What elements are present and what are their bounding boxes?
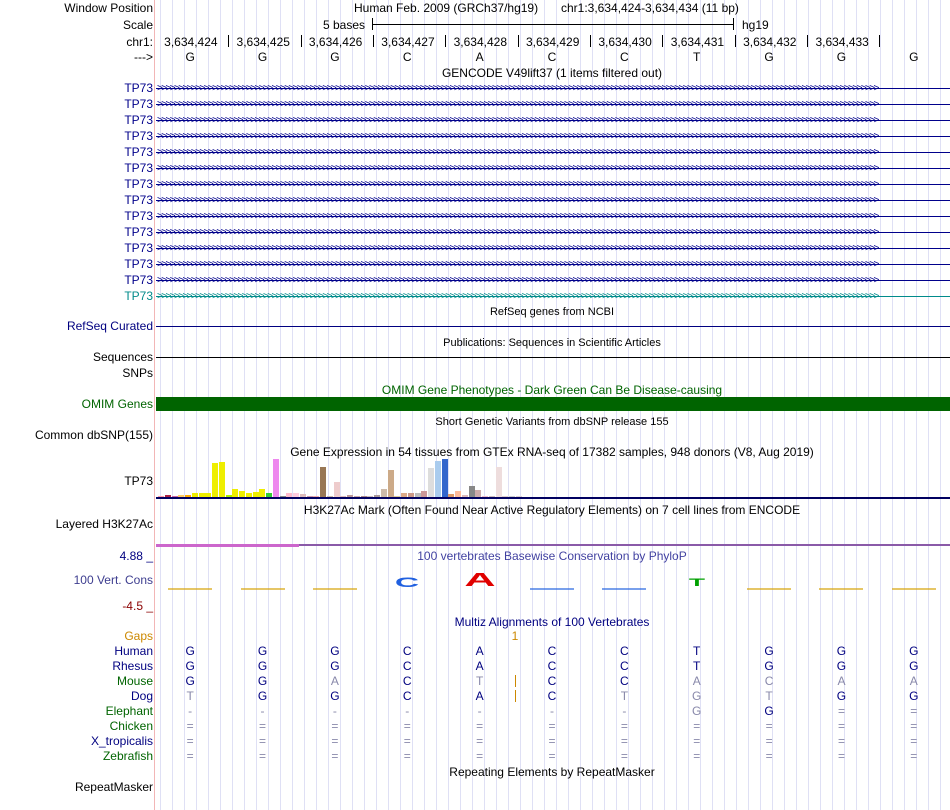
publications-line[interactable] [156, 357, 950, 358]
phylop-logo-mark [241, 588, 285, 590]
gencode-strand-arrows: >>>>>>>>>>>>>>>>>>>>>>>>>>>>>>>>>>>>>>>>>>>>>>>>>>>>>>>>>>>>>>>>>>>>>>>>>>>>>>>>>>>>>>>>>>>>>>>>>>>>>>>>>>>>>>>>>>>>>>>>>>>>>>>>>>>>>>>>>>>>>>>>>>>>>>>>>>>>>>>>>>>>>>>>>> [157, 147, 878, 158]
omim-gene-bar[interactable] [156, 397, 950, 411]
aligned-base: = [259, 719, 267, 733]
gencode-transcript-label[interactable]: TP73 [124, 161, 153, 175]
phylop-logo-mark [530, 588, 574, 590]
gtex-tissue-bar[interactable] [259, 489, 265, 497]
phylop-logo-mark [747, 588, 791, 590]
aligned-base: C [402, 644, 412, 658]
gtex-label[interactable]: TP73 [124, 474, 153, 488]
gtex-tissue-bar[interactable] [388, 470, 394, 497]
aligned-base: G [185, 659, 195, 673]
coordinate-label: 3,634,429 [526, 35, 580, 49]
base-letter: G [836, 50, 847, 64]
gencode-transcript-label[interactable]: TP73 [124, 177, 153, 191]
aligned-base: = [476, 734, 484, 748]
species-label[interactable]: Dog [130, 689, 153, 703]
gtex-tissue-bar[interactable] [469, 486, 475, 497]
aligned-base: = [837, 749, 845, 763]
coordinate-label: 3,634,433 [815, 35, 869, 49]
phylop-label[interactable]: 100 Vert. Cons [73, 573, 153, 587]
aligned-base: - [188, 704, 193, 718]
gencode-strand-arrows: >>>>>>>>>>>>>>>>>>>>>>>>>>>>>>>>>>>>>>>>>>>>>>>>>>>>>>>>>>>>>>>>>>>>>>>>>>>>>>>>>>>>>>>>>>>>>>>>>>>>>>>>>>>>>>>>>>>>>>>>>>>>>>>>>>>>>>>>>>>>>>>>>>>>>>>>>>>>>>>>>>>>>>>>>> [157, 115, 878, 126]
aligned-base: G [692, 689, 702, 703]
aligned-base: G [330, 689, 340, 703]
gtex-tissue-bar[interactable] [212, 463, 218, 497]
gencode-strand-arrows: >>>>>>>>>>>>>>>>>>>>>>>>>>>>>>>>>>>>>>>>>>>>>>>>>>>>>>>>>>>>>>>>>>>>>>>>>>>>>>>>>>>>>>>>>>>>>>>>>>>>>>>>>>>>>>>>>>>>>>>>>>>>>>>>>>>>>>>>>>>>>>>>>>>>>>>>>>>>>>>>>>>>>>>>>> [157, 259, 878, 270]
gencode-transcript-label[interactable]: TP73 [124, 209, 153, 223]
window-position-label: Window Position [64, 1, 153, 15]
aligned-base: = [837, 704, 845, 718]
aligned-base: = [548, 734, 556, 748]
gtex-tissue-bar[interactable] [442, 459, 448, 497]
h3k27ac-signal-peak [156, 544, 299, 547]
dbsnp-label[interactable]: Common dbSNP(155) [34, 428, 153, 442]
gencode-transcript-label[interactable]: TP73 [124, 225, 153, 239]
publications-title: Publications: Sequences in Scientific Articles [443, 337, 661, 349]
aligned-base: = [910, 719, 918, 733]
scale-bar [372, 24, 733, 25]
species-label[interactable]: Rhesus [112, 659, 153, 673]
aligned-base: T [765, 689, 773, 703]
aligned-base: = [186, 749, 194, 763]
coordinate-tick [662, 35, 663, 47]
gtex-tissue-bar[interactable] [428, 468, 434, 497]
gencode-strand-arrows: >>>>>>>>>>>>>>>>>>>>>>>>>>>>>>>>>>>>>>>>>>>>>>>>>>>>>>>>>>>>>>>>>>>>>>>>>>>>>>>>>>>>>>>>>>>>>>>>>>>>>>>>>>>>>>>>>>>>>>>>>>>>>>>>>>>>>>>>>>>>>>>>>>>>>>>>>>>>>>>>>>>>>>>>>> [157, 131, 878, 142]
scale-bar-left-tick [372, 18, 373, 30]
aligned-base: G [330, 644, 340, 658]
omim-label[interactable]: OMIM Genes [81, 397, 153, 411]
phylop-logo-letter: T [688, 577, 705, 589]
gtex-tissue-bar[interactable] [381, 489, 387, 497]
aligned-base: A [909, 674, 918, 688]
gencode-strand-arrows: >>>>>>>>>>>>>>>>>>>>>>>>>>>>>>>>>>>>>>>>>>>>>>>>>>>>>>>>>>>>>>>>>>>>>>>>>>>>>>>>>>>>>>>>>>>>>>>>>>>>>>>>>>>>>>>>>>>>>>>>>>>>>>>>>>>>>>>>>>>>>>>>>>>>>>>>>>>>>>>>>>>>>>>>>> [157, 179, 878, 190]
scale-bar-right-tick [733, 18, 734, 30]
base-letter: A [475, 50, 484, 64]
aligned-base: T [186, 689, 194, 703]
species-label[interactable]: Elephant [105, 704, 153, 718]
coordinate-tick [518, 35, 519, 47]
aligned-base: G [836, 689, 847, 703]
aligned-base: G [257, 674, 268, 688]
aligned-base: A [475, 659, 484, 673]
phylop-logo-mark [602, 588, 646, 590]
aligned-base: = [548, 719, 556, 733]
aligned-base: - [405, 704, 410, 718]
aligned-base: A [692, 674, 701, 688]
aligned-base: G [185, 644, 195, 658]
aligned-base: - [260, 704, 265, 718]
gap-count: 1 [511, 629, 519, 643]
coordinate-label: 3,634,431 [670, 35, 725, 49]
aligned-base: C [764, 674, 774, 688]
gtex-tissue-bar[interactable] [435, 461, 441, 497]
aligned-base: T [620, 689, 629, 703]
aligned-base: = [620, 749, 628, 763]
coordinate-label: 3,634,425 [236, 35, 290, 49]
gap-marker [515, 690, 516, 702]
aligned-base: = [620, 734, 628, 748]
aligned-base: = [331, 734, 339, 748]
scale-label: Scale [122, 18, 153, 32]
gtex-tissue-bar[interactable] [232, 489, 238, 497]
gencode-strand-arrows: >>>>>>>>>>>>>>>>>>>>>>>>>>>>>>>>>>>>>>>>>>>>>>>>>>>>>>>>>>>>>>>>>>>>>>>>>>>>>>>>>>>>>>>>>>>>>>>>>>>>>>>>>>>>>>>>>>>>>>>>>>>>>>>>>>>>>>>>>>>>>>>>>>>>>>>>>>>>>>>>>>>>>>>>>> [157, 291, 878, 302]
species-label[interactable]: Mouse [116, 674, 153, 688]
coordinate-label: 3,634,430 [598, 35, 652, 49]
aligned-base: = [548, 749, 556, 763]
publications-label[interactable]: Sequences [92, 350, 153, 364]
aligned-base: = [837, 734, 845, 748]
phylop-title: 100 vertebrates Basewise Conservation by PhyloP [417, 549, 687, 563]
aligned-base: = [693, 719, 701, 733]
aligned-base: = [765, 749, 773, 763]
base-letter: C [402, 50, 412, 64]
gencode-transcript-label[interactable]: TP73 [124, 129, 153, 143]
gencode-transcript-label[interactable]: TP73 [124, 97, 153, 111]
coordinate-tick [301, 35, 302, 47]
gencode-transcript-label[interactable]: TP73 [124, 81, 153, 95]
phylop-logo-mark [892, 588, 936, 590]
aligned-base: G [836, 659, 847, 673]
aligned-base: = [331, 719, 339, 733]
aligned-base: = [186, 719, 194, 733]
aligned-base: = [259, 749, 267, 763]
gtex-tissue-bar[interactable] [496, 467, 502, 497]
gtex-tissue-bar[interactable] [219, 462, 225, 497]
snps-label[interactable]: SNPs [122, 366, 153, 380]
aligned-base: G [764, 644, 774, 658]
strand-label: ---> [134, 50, 153, 64]
chrom-label: chr1: [126, 35, 153, 49]
aligned-base: G [257, 689, 268, 703]
omim-title: OMIM Gene Phenotypes - Dark Green Can Be Disease-causing [381, 383, 723, 397]
aligned-base: = [476, 749, 484, 763]
refseq-title: RefSeq genes from NCBI [489, 306, 615, 318]
gencode-strand-arrows: >>>>>>>>>>>>>>>>>>>>>>>>>>>>>>>>>>>>>>>>>>>>>>>>>>>>>>>>>>>>>>>>>>>>>>>>>>>>>>>>>>>>>>>>>>>>>>>>>>>>>>>>>>>>>>>>>>>>>>>>>>>>>>>>>>>>>>>>>>>>>>>>>>>>>>>>>>>>>>>>>>>>>>>>>> [157, 275, 878, 286]
gencode-strand-arrows: >>>>>>>>>>>>>>>>>>>>>>>>>>>>>>>>>>>>>>>>>>>>>>>>>>>>>>>>>>>>>>>>>>>>>>>>>>>>>>>>>>>>>>>>>>>>>>>>>>>>>>>>>>>>>>>>>>>>>>>>>>>>>>>>>>>>>>>>>>>>>>>>>>>>>>>>>>>>>>>>>>>>>>>>>> [157, 227, 878, 238]
phylop-max-label: 4.88 _ [119, 549, 153, 563]
aligned-base: = [331, 749, 339, 763]
scale-text: 5 bases [323, 18, 366, 32]
aligned-base: - [477, 704, 482, 718]
aligned-base: = [403, 719, 411, 733]
base-letter: G [909, 50, 919, 64]
aligned-base: = [910, 704, 918, 718]
aligned-base: = [620, 719, 628, 733]
h3k27ac-title: H3K27Ac Mark (Often Found Near Active Regulatory Elements) on 7 cell lines from ENCODE [303, 503, 801, 517]
aligned-base: G [257, 659, 268, 673]
coordinate-label: 3,634,424 [164, 35, 218, 49]
gtex-bar-chart[interactable] [156, 460, 950, 500]
coordinate-tick [590, 35, 591, 47]
coordinate-tick [228, 35, 229, 47]
coordinate-tick [445, 35, 446, 47]
aligned-base: = [403, 734, 411, 748]
species-label[interactable]: Human [114, 644, 153, 658]
species-label[interactable]: Zebrafish [102, 749, 153, 763]
coordinate-label: 3,634,432 [743, 35, 797, 49]
coordinate-tick [373, 35, 374, 47]
dbsnp-title: Short Genetic Variants from dbSNP release 155 [435, 416, 669, 428]
gtex-baseline [156, 497, 950, 499]
gencode-transcript-label[interactable]: TP73 [124, 241, 153, 255]
aligned-base: G [836, 644, 847, 658]
aligned-base: = [765, 734, 773, 748]
aligned-base: G [764, 659, 774, 673]
gtex-tissue-bar[interactable] [475, 490, 481, 497]
aligned-base: C [547, 674, 557, 688]
coordinate-label: 3,634,426 [308, 35, 363, 49]
aligned-base: = [403, 749, 411, 763]
species-label[interactable]: X_tropicalis [90, 734, 153, 748]
gaps-label[interactable]: Gaps [124, 629, 153, 643]
assembly-title: Human Feb. 2009 (GRCh37/hg19) [354, 1, 539, 15]
gtex-tissue-bar[interactable] [273, 459, 279, 497]
refseq-label[interactable]: RefSeq Curated [66, 319, 153, 333]
aligned-base: = [693, 749, 701, 763]
base-letter: G [330, 50, 340, 64]
gtex-tissue-bar[interactable] [334, 482, 340, 497]
aligned-base: C [620, 644, 629, 658]
aligned-base: C [547, 659, 557, 673]
aligned-base: G [692, 704, 702, 718]
aligned-base: - [332, 704, 337, 718]
species-label[interactable]: Chicken [109, 719, 153, 733]
base-letter: C [620, 50, 629, 64]
coordinate-tick [735, 35, 736, 47]
aligned-base: C [402, 674, 412, 688]
gencode-strand-arrows: >>>>>>>>>>>>>>>>>>>>>>>>>>>>>>>>>>>>>>>>>>>>>>>>>>>>>>>>>>>>>>>>>>>>>>>>>>>>>>>>>>>>>>>>>>>>>>>>>>>>>>>>>>>>>>>>>>>>>>>>>>>>>>>>>>>>>>>>>>>>>>>>>>>>>>>>>>>>>>>>>>>>>>>>>> [157, 99, 878, 110]
gencode-strand-arrows: >>>>>>>>>>>>>>>>>>>>>>>>>>>>>>>>>>>>>>>>>>>>>>>>>>>>>>>>>>>>>>>>>>>>>>>>>>>>>>>>>>>>>>>>>>>>>>>>>>>>>>>>>>>>>>>>>>>>>>>>>>>>>>>>>>>>>>>>>>>>>>>>>>>>>>>>>>>>>>>>>>>>>>>>>> [157, 211, 878, 222]
label-separator [154, 0, 155, 810]
position-text: chr1:3,634,424-3,634,434 (11 bp) [561, 1, 739, 15]
aligned-base: - [550, 704, 554, 718]
gencode-strand-arrows: >>>>>>>>>>>>>>>>>>>>>>>>>>>>>>>>>>>>>>>>>>>>>>>>>>>>>>>>>>>>>>>>>>>>>>>>>>>>>>>>>>>>>>>>>>>>>>>>>>>>>>>>>>>>>>>>>>>>>>>>>>>>>>>>>>>>>>>>>>>>>>>>>>>>>>>>>>>>>>>>>>>>>>>>>> [157, 243, 878, 254]
gap-marker [515, 675, 516, 687]
aligned-base: = [186, 734, 194, 748]
gtex-tissue-bar[interactable] [320, 467, 326, 497]
aligned-base: A [330, 674, 339, 688]
aligned-base: C [547, 644, 557, 658]
repeatmasker-title: Repeating Elements by RepeatMasker [449, 765, 655, 779]
db-label: hg19 [742, 18, 769, 32]
h3k27ac-label[interactable]: Layered H3K27Ac [55, 517, 153, 531]
aligned-base: T [693, 659, 701, 673]
gencode-strand-arrows: >>>>>>>>>>>>>>>>>>>>>>>>>>>>>>>>>>>>>>>>>>>>>>>>>>>>>>>>>>>>>>>>>>>>>>>>>>>>>>>>>>>>>>>>>>>>>>>>>>>>>>>>>>>>>>>>>>>>>>>>>>>>>>>>>>>>>>>>>>>>>>>>>>>>>>>>>>>>>>>>>>>>>>>>>> [157, 163, 878, 174]
aligned-base: T [475, 674, 484, 688]
aligned-base: G [257, 644, 268, 658]
gencode-transcript-label[interactable]: TP73 [124, 289, 153, 303]
aligned-base: C [547, 689, 557, 703]
gencode-transcript-label[interactable]: TP73 [124, 113, 153, 127]
gencode-transcript-label[interactable]: TP73 [124, 257, 153, 271]
base-letter: C [547, 50, 557, 64]
phylop-logo-letter: A [464, 570, 496, 590]
aligned-base: A [837, 674, 846, 688]
aligned-base: - [622, 704, 627, 718]
gencode-transcript-label[interactable]: TP73 [124, 145, 153, 159]
aligned-base: C [402, 689, 412, 703]
aligned-base: A [475, 689, 484, 703]
aligned-base: G [909, 659, 919, 673]
phylop-logo-letter: C [395, 574, 420, 590]
phylop-logo-mark [168, 588, 212, 590]
phylop-logo-mark [819, 588, 863, 590]
gencode-strand-arrows: >>>>>>>>>>>>>>>>>>>>>>>>>>>>>>>>>>>>>>>>>>>>>>>>>>>>>>>>>>>>>>>>>>>>>>>>>>>>>>>>>>>>>>>>>>>>>>>>>>>>>>>>>>>>>>>>>>>>>>>>>>>>>>>>>>>>>>>>>>>>>>>>>>>>>>>>>>>>>>>>>>>>>>>>>> [157, 83, 878, 94]
base-letter: G [764, 50, 774, 64]
aligned-base: = [910, 749, 918, 763]
gencode-strand-arrows: >>>>>>>>>>>>>>>>>>>>>>>>>>>>>>>>>>>>>>>>>>>>>>>>>>>>>>>>>>>>>>>>>>>>>>>>>>>>>>>>>>>>>>>>>>>>>>>>>>>>>>>>>>>>>>>>>>>>>>>>>>>>>>>>>>>>>>>>>>>>>>>>>>>>>>>>>>>>>>>>>>>>>>>>>> [157, 195, 878, 206]
base-letter: T [693, 50, 701, 64]
gencode-transcript-label[interactable]: TP73 [124, 193, 153, 207]
phylop-logo-mark [313, 588, 357, 590]
base-letter: G [185, 50, 195, 64]
base-letter: G [257, 50, 268, 64]
phylop-min-label: -4.5 _ [122, 599, 153, 613]
gencode-transcript-label[interactable]: TP73 [124, 273, 153, 287]
gtex-title: Gene Expression in 54 tissues from GTEx RNA-seq of 17382 samples, 948 donors (V8, Aug 2019) [290, 445, 814, 459]
refseq-gene-line[interactable] [156, 326, 950, 327]
aligned-base: A [475, 644, 484, 658]
coordinate-tick [807, 35, 808, 47]
aligned-base: G [909, 644, 919, 658]
aligned-base: = [910, 734, 918, 748]
repeatmasker-label[interactable]: RepeatMasker [74, 780, 153, 794]
coordinate-label: 3,634,428 [453, 35, 508, 49]
aligned-base: C [402, 659, 412, 673]
aligned-base: C [620, 674, 629, 688]
gencode-title: GENCODE V49lift37 (1 items filtered out) [441, 66, 663, 80]
aligned-base: G [185, 674, 195, 688]
aligned-base: G [909, 689, 919, 703]
multiz-title: Multiz Alignments of 100 Vertebrates [454, 615, 650, 629]
coordinate-label: 3,634,427 [381, 35, 435, 49]
aligned-base: C [620, 659, 629, 673]
aligned-base: G [330, 659, 340, 673]
aligned-base: = [837, 719, 845, 733]
aligned-base: G [764, 704, 774, 718]
coordinate-tick [879, 35, 880, 47]
aligned-base: T [693, 644, 701, 658]
aligned-base: = [765, 719, 773, 733]
aligned-base: = [476, 719, 484, 733]
aligned-base: = [693, 734, 701, 748]
aligned-base: = [259, 734, 267, 748]
